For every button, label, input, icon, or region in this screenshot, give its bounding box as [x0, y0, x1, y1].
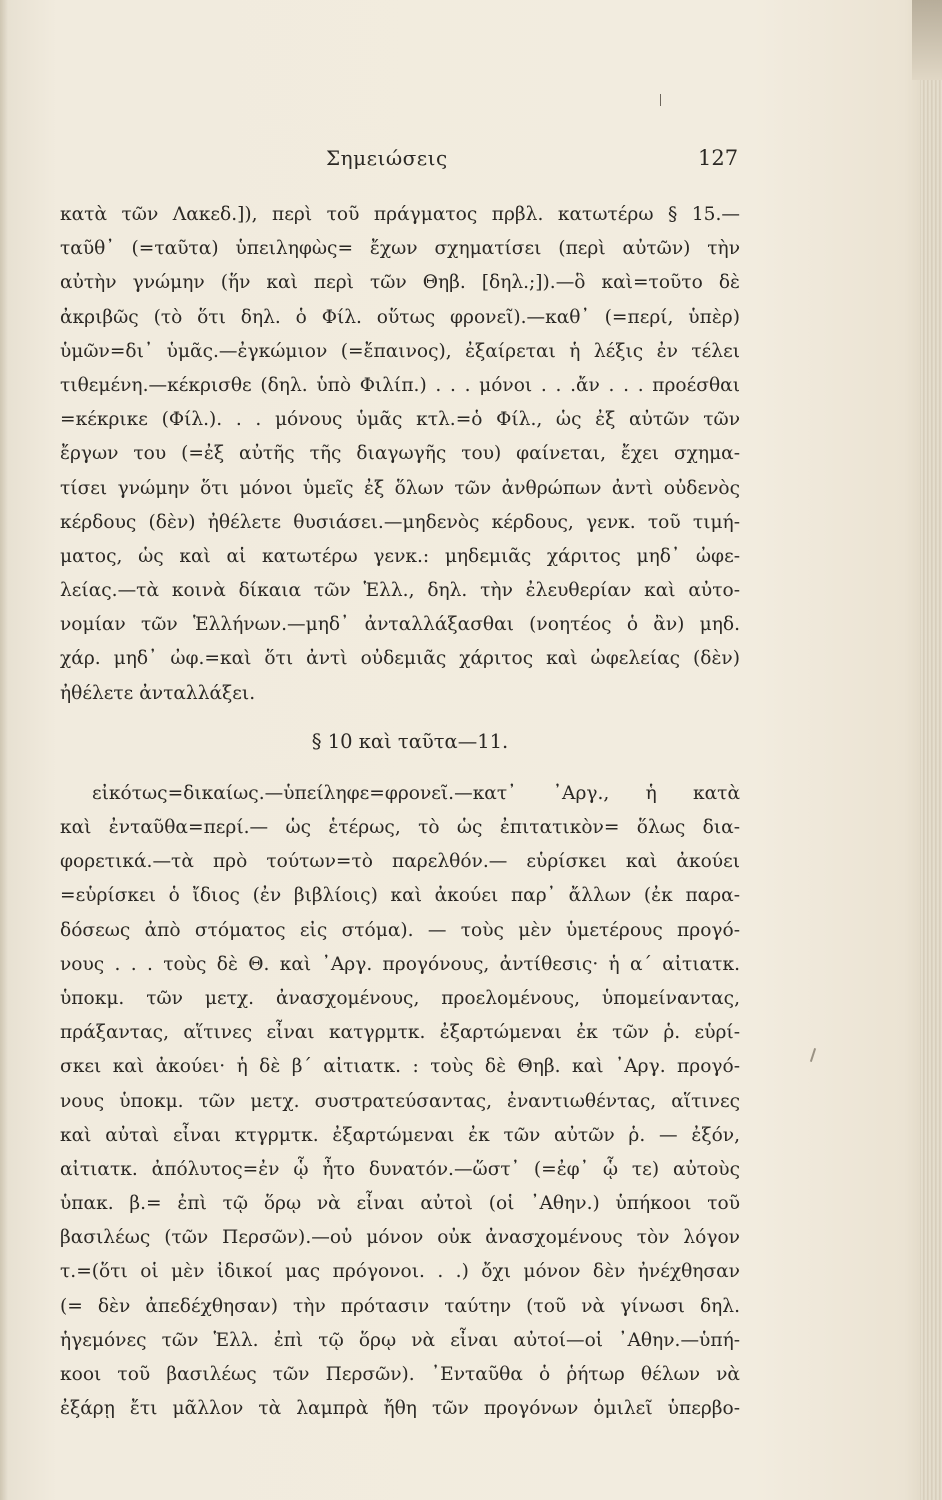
text-line: ἀκριβῶς (τὸ ὅτι δηλ. ὁ Φίλ. οὕτως φρονεῖ).—καθ᾽ (=περί, ὑπὲρ) [60, 306, 740, 328]
text-line: νους ὑποκμ. τῶν μετχ. συστρατεύσαντας, ἐναντιωθέντας, αἵτινες [60, 1090, 740, 1112]
page-fore-edge [920, 30, 942, 1500]
paragraph-notes-1 [60, 198, 740, 711]
text-line: νους . . . τοὺς δὲ Θ. καὶ ᾽Αργ. προγόνους, ἀντίθεσις· ἡ α´ αἰτιατκ. [60, 953, 740, 975]
running-head [0, 146, 942, 180]
paragraph-notes-2 [60, 777, 740, 1427]
text-line: =εὑρίσκει ὁ ἴδιος (ἐν βιβλίοις) καὶ ἀκούει παρ᾽ ἄλλων (ἐκ παρα- [60, 885, 740, 907]
text-line: ὑπακ. β.= ἐπὶ τῷ ὅρῳ νὰ εἶναι αὐτοὶ (οἱ ᾽Αθην.) ὑπήκοοι τοῦ [60, 1193, 740, 1215]
text-line: εἰκότως=δικαίως.—ὑπείληφε=φρονεῖ.—κατ᾽ ᾽Αργ., ἡ κατὰ [92, 782, 740, 804]
text-line: καὶ ἐνταῦθα=περί.— ὡς ἑτέρως, τὸ ὡς ἐπιτατικὸν= ὅλως δια- [60, 817, 740, 838]
text-line: πράξαντας, αἵτινες εἶναι κατγρμτκ. ἐξαρτώμεναι ἐκ τῶν ῥ. εὑρί- [60, 1022, 740, 1044]
section-heading: § 10 καὶ ταῦτα—11. [311, 729, 509, 753]
text-line: δόσεως ἀπὸ στόματος εἰς στόμα). — τοὺς μὲν ὑμετέρους προγό- [60, 919, 740, 941]
text-line: ὑποκμ. τῶν μετχ. ἀνασχομένους, προελομένους, ὑπομείναντας, [60, 987, 740, 1009]
text-line: χάρ. μηδ᾽ ὠφ.=καὶ ὅτι ἀντὶ οὐδεμιᾶς χάριτος καὶ ὠφελείας (δὲν) [60, 648, 740, 670]
running-title: Σημειώσεις [326, 146, 448, 170]
text-line: κοοι τοῦ βασιλέως τῶν Περσῶν). ᾽Ενταῦθα ὁ ῥήτωρ θέλων νὰ [60, 1364, 740, 1385]
text-line: (= δὲν ἀπεδέχθησαν) τὴν πρότασιν ταύτην (τοῦ νὰ γίνωσι δηλ. [60, 1295, 740, 1317]
spine-shadow [0, 0, 8, 1500]
text-line: φορετικά.—τὰ πρὸ τούτων=τὸ παρελθόν.— εὑρίσκει καὶ ἀκούει [60, 851, 740, 873]
text-line: βασιλέως (τῶν Περσῶν).—οὐ μόνον οὐκ ἀνασχομένους τὸν λόγον [60, 1227, 740, 1249]
text-block [60, 198, 740, 1426]
text-line: αἰτιατκ. ἀπόλυτος=ἐν ᾧ ἦτο δυνατόν.—ὥστ᾽ (=ἐφ᾽ ᾧ τε) αὐτοὺς [60, 1158, 740, 1180]
text-line: καὶ αὐταὶ εἶναι κτγρμτκ. ἐξαρτώμεναι ἐκ τῶν αὐτῶν ῥ. — ἐξόν, [60, 1124, 740, 1146]
text-line: =κέκρικε (Φίλ.). . . μόνους ὑμᾶς κτλ.=ὁ Φίλ., ὡς ἐξ αὐτῶν τῶν [60, 409, 740, 431]
text-line: τ.=(ὅτι οἱ μὲν ἰδικοί μας πρόγονοι. . .) ὄχι μόνον δὲν ἠνέχθησαν [60, 1261, 740, 1283]
text-line: κατὰ τῶν Λακεδ.]), περὶ τοῦ πράγματος πρβλ. κατωτέρω § 15.— [60, 204, 740, 225]
text-line: νομίαν τῶν Ἑλλήνων.—μηδ᾽ ἀνταλλάξασθαι (νοητέος ὁ ἂν) μηδ. [60, 614, 740, 636]
page-number: 127 [698, 146, 739, 170]
text-line: αὐτὴν γνώμην (ἥν καὶ περὶ τῶν Θηβ. [δηλ.;]).—ὃ καὶ=τοῦτο δὲ [60, 272, 740, 294]
text-line: ταῦθ᾽ (=ταῦτα) ὑπειληφὼς= ἔχων σχηματίσει (περὶ αὐτῶν) τὴν [60, 238, 740, 260]
text-line: τιθεμένη.—κέκρισθε (δηλ. ὑπὸ Φιλίπ.) . . . μόνοι . . .ἄν . . . προέσθαι [60, 374, 740, 396]
text-line: ὑμῶν=δι᾽ ὑμᾶς.—ἐγκώμιον (=ἔπαινος), ἐξαίρεται ἡ λέξις ἐν τέλει [60, 340, 740, 362]
text-line: ἐξάρῃ ἔτι μᾶλλον τὰ λαμπρὰ ἤθη τῶν προγόνων ὁμιλεῖ ὑπερβο- [60, 1398, 740, 1420]
text-line: σκει καὶ ἀκούει· ἡ δὲ β´ αἰτιατκ. : τοὺς δὲ Θηβ. καὶ ᾽Αργ. προγό- [60, 1056, 740, 1078]
stray-mark [810, 1048, 816, 1062]
text-line: ἡγεμόνες τῶν Ἑλλ. ἐπὶ τῷ ὅρῳ νὰ εἶναι αὐτοί—οἱ ᾽Αθην.—ὑπή- [60, 1329, 740, 1351]
text-line: τίσει γνώμην ὅτι μόνοι ὑμεῖς ἐξ ὅλων τῶν ἀνθρώπων ἀντὶ οὐδενὸς [60, 477, 740, 499]
page-corner-shadow [912, 0, 942, 80]
text-line: ἠθέλετε ἀνταλλάξει. [60, 682, 256, 704]
text-line: ματος, ὡς καὶ αἱ κατωτέρω γενκ.: μηδεμιᾶς χάριτος μηδ᾽ ὠφε- [60, 545, 740, 567]
text-line: λείας.—τὰ κοινὰ δίκαια τῶν Ἑλλ., δηλ. τὴν ἐλευθερίαν καὶ αὐτο- [60, 580, 740, 602]
text-line: κέρδους (δὲν) ἠθέλετε θυσιάσει.—μηδενὸς κέρδους, γενκ. τοῦ τιμή- [60, 511, 740, 533]
text-line: ἔργων του (=ἐξ αὐτῆς τῆς διαγωγῆς του) φαίνεται, ἔχει σχημα- [60, 443, 740, 465]
printer-mark [660, 94, 661, 106]
